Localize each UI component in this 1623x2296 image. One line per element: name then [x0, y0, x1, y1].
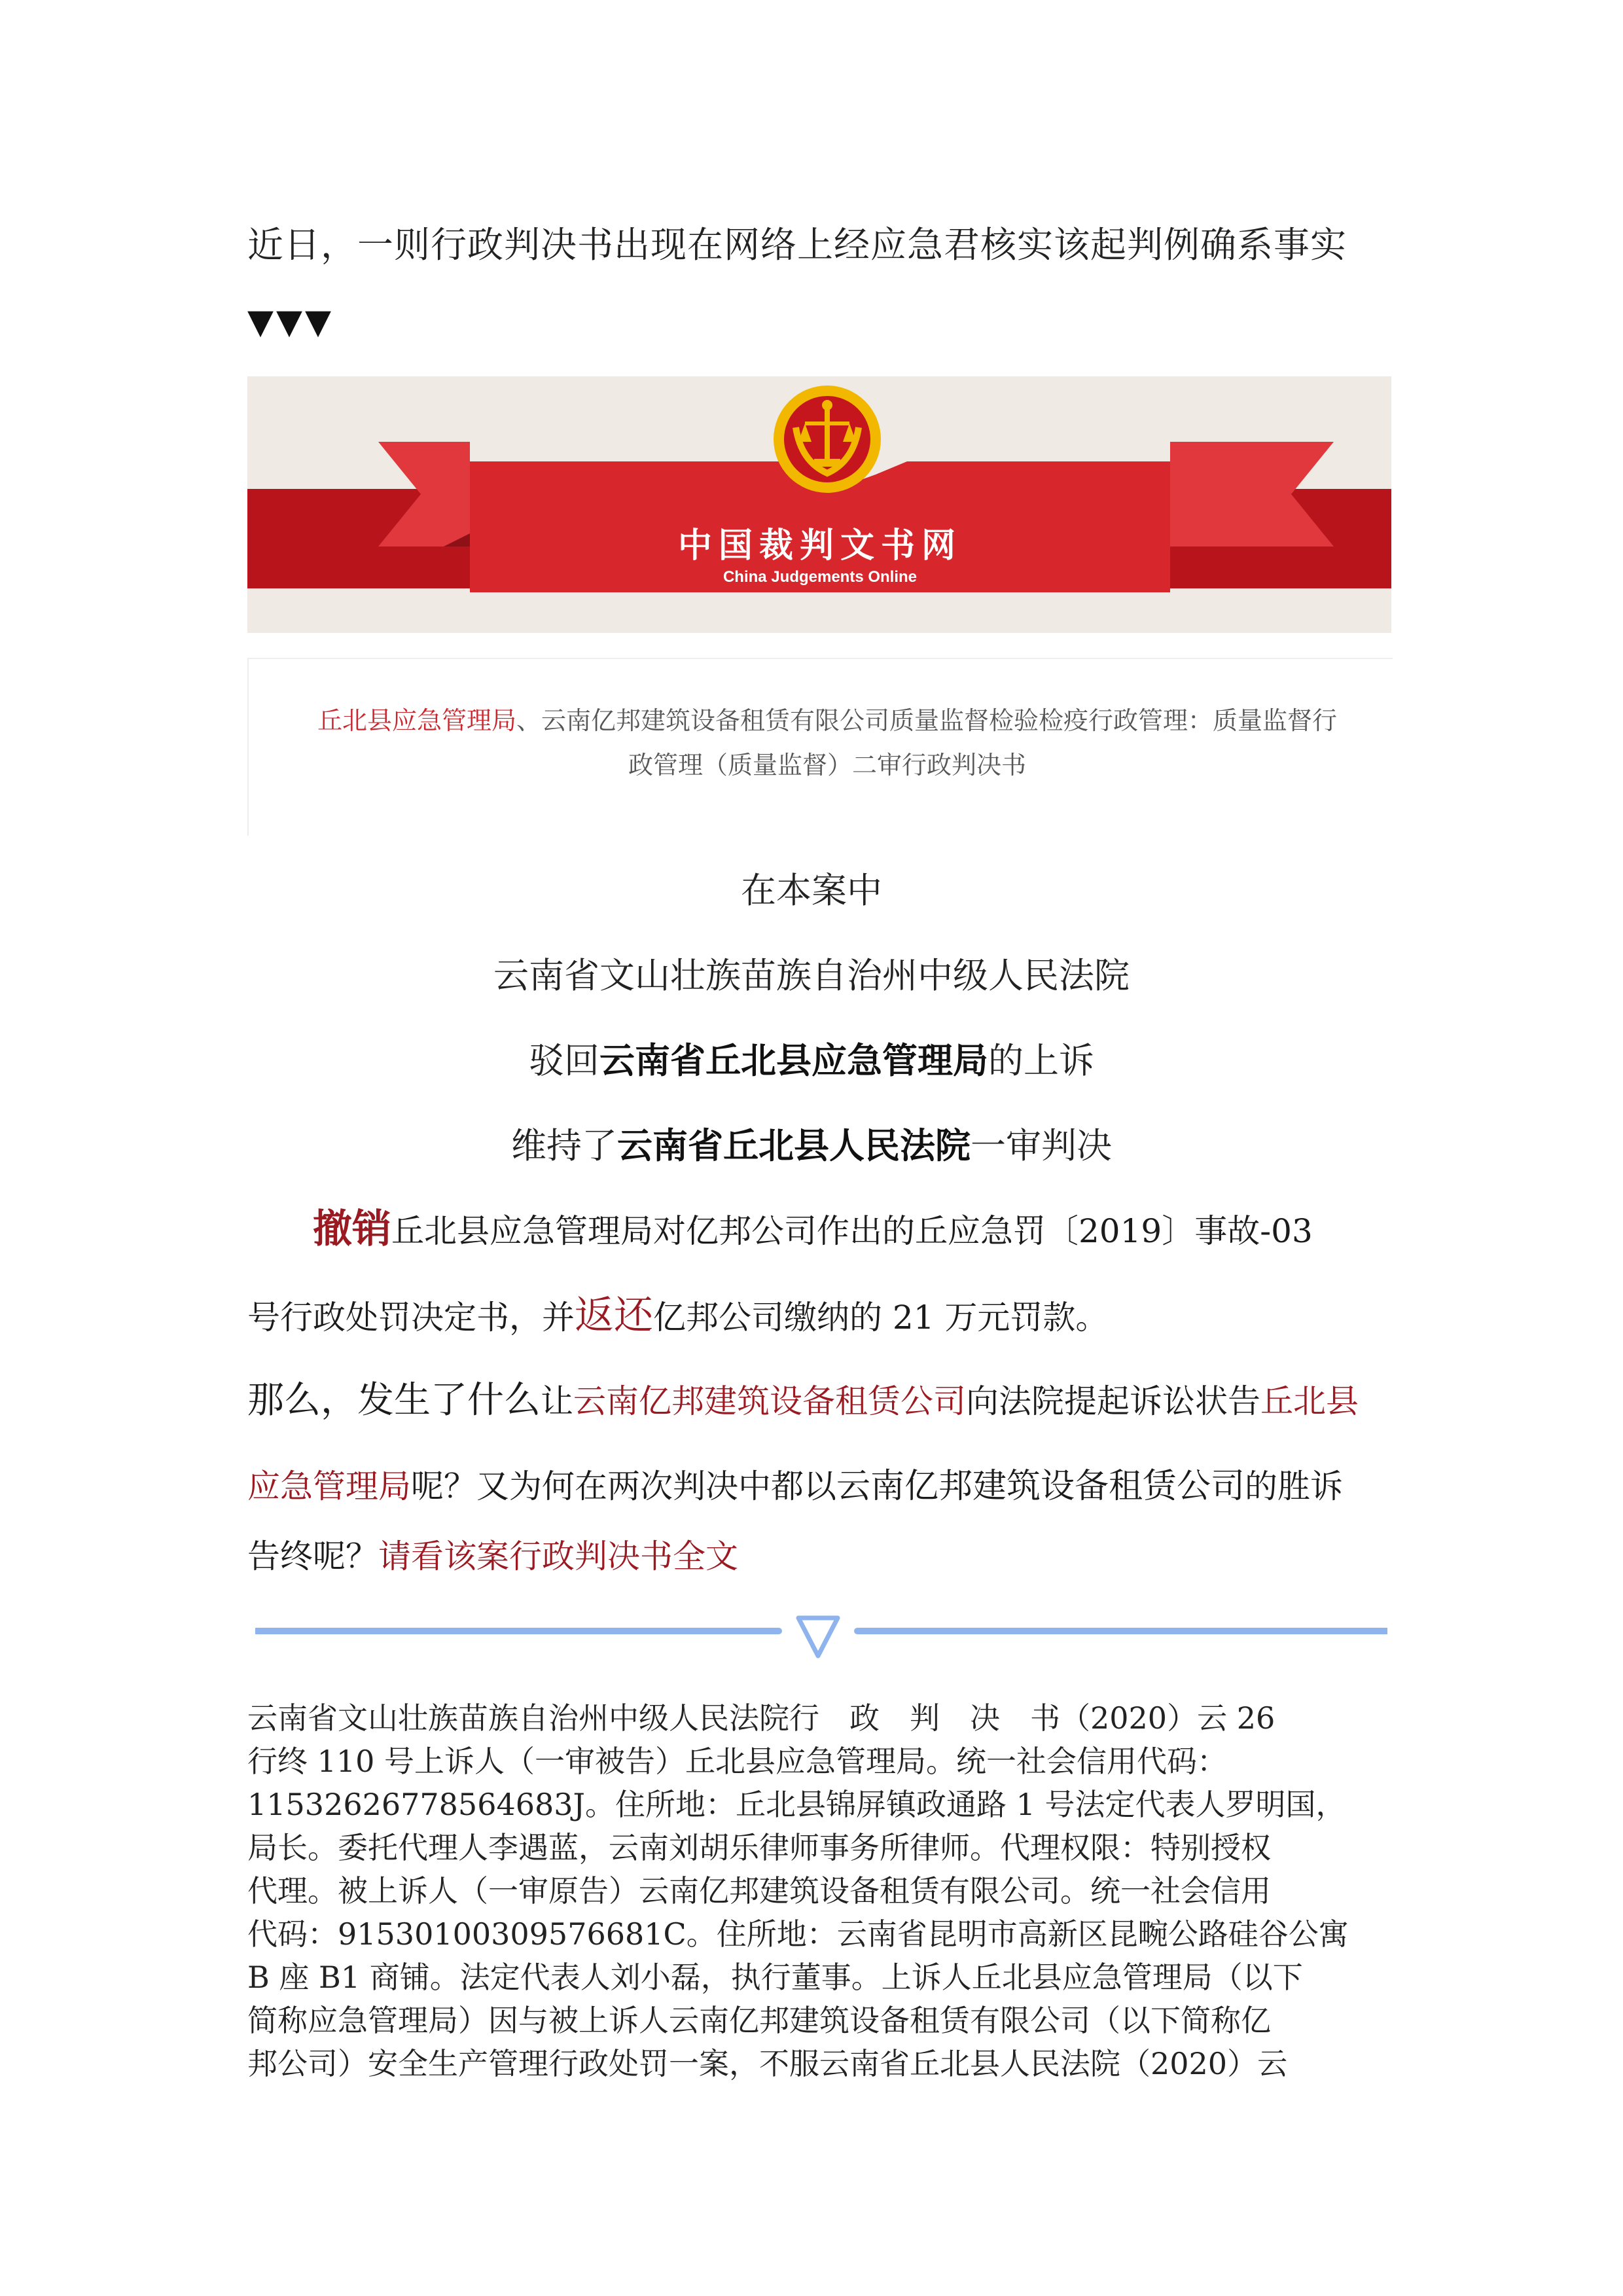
summary-line-4-post: 一审判决	[971, 1125, 1112, 1166]
company-name-2: 云南亿邦建筑设备租赁公司	[836, 1467, 1245, 1506]
summary-line-3	[0, 1033, 1623, 1083]
paragraph2-lead: 那么，发生了什么	[247, 1379, 541, 1422]
fulltext-line: 11532626778564683J。住所地：丘北县锦屏镇政通路 1 号法定代表人罗明国，	[247, 1787, 1346, 1822]
keyword-revoke: 撤销	[313, 1206, 391, 1252]
court-emblem-icon	[774, 386, 881, 493]
fulltext-line: 行终 110 号上诉人（一审被告）丘北县应急管理局。统一社会信用代码：	[247, 1744, 1228, 1779]
fulltext-line: 邦公司）安全生产管理行政处罚一案，不服云南省丘北县人民法院（2020）云	[247, 2046, 1288, 2081]
summary-line-4	[0, 1118, 1623, 1168]
court-banner	[247, 376, 1391, 633]
paragraph1-text2-post: 亿邦公司缴纳的 21 万元罚款。	[653, 1299, 1109, 1336]
fulltext-line: 云南省文山壮族苗族自治州中级人民法院行 政 判 决 书（2020）云 26	[247, 1700, 1275, 1736]
bureau-name: 应急管理局	[247, 1467, 411, 1505]
paragraph1-line1	[247, 1198, 1313, 1254]
paragraph2-s9: 告终呢？	[247, 1537, 378, 1575]
banner-subtitle: China Judgements Online	[722, 568, 918, 586]
divider-triangle-icon	[798, 1618, 838, 1656]
summary-line-3-bold: 云南省丘北县应急管理局	[599, 1040, 988, 1081]
summary-line-3-post: 的上诉	[988, 1040, 1094, 1081]
case-title-line2: 政管理（质量监督）二审行政判决书	[628, 751, 1026, 780]
paragraph1-text2-pre: 号行政处罚决定书，并	[247, 1299, 575, 1336]
fulltext-line: B 座 B1 商铺。法定代表人刘小磊，执行董事。上诉人丘北县应急管理局（以下	[247, 1960, 1303, 1995]
fulltext-line: 局长。委托代理人李遇蓝，云南刘胡乐律师事务所律师。代理权限：特别授权	[247, 1830, 1271, 1865]
intro-text: 近日，一则行政判决书出现在网络上经应急君核实该起判例确系事实	[247, 224, 1347, 266]
fulltext-line: 代理。被上诉人（一审原告）云南亿邦建筑设备租赁有限公司。统一社会信用	[247, 1873, 1271, 1909]
case-title[interactable]	[288, 698, 1366, 787]
case-party-link[interactable]: 丘北县应急管理局	[317, 706, 516, 735]
county-name: 丘北县	[1260, 1382, 1359, 1420]
paragraph2-s6: 呢？又为何在两次判决中都以	[411, 1467, 836, 1505]
banner-graphic	[247, 376, 1391, 633]
judgment-fulltext	[247, 1696, 1373, 2085]
case-title-line1: 、云南亿邦建筑设备租赁有限公司质量监督检验检疫行政管理：质量监督行	[516, 706, 1338, 735]
paragraph2-line2	[247, 1458, 1343, 1507]
read-full-text-link[interactable]: 请看该案行政判决书全文	[378, 1537, 738, 1575]
summary-line-4-pre: 维持了	[511, 1125, 617, 1166]
summary-line-1: 在本案中	[741, 870, 882, 911]
section-divider	[255, 1605, 1387, 1670]
paragraph2-s1: 让	[541, 1382, 573, 1420]
down-arrows-icon: ▼▼▼	[247, 302, 334, 342]
fulltext-line: 代码：91530100309576681C。住所地：云南省昆明市高新区昆畹公路硅谷公寓	[247, 1916, 1349, 1952]
case-card[interactable]	[247, 658, 1393, 836]
paragraph2-s8: 的胜诉	[1245, 1467, 1344, 1505]
summary-line-2: 云南省文山壮族苗族自治州中级人民法院	[493, 955, 1130, 996]
summary-line-3-pre: 驳回	[529, 1040, 599, 1081]
banner-title: 中国裁判文书网	[677, 526, 963, 565]
paragraph1-text1: 丘北县应急管理局对亿邦公司作出的丘应急罚〔2019〕事故-03	[391, 1212, 1313, 1250]
paragraph2-line1	[247, 1371, 1359, 1424]
paragraph2-s3: 向法院提起诉讼状告	[966, 1382, 1260, 1420]
keyword-return: 返还	[575, 1293, 653, 1338]
fulltext-line: 简称应急管理局）因与被上诉人云南亿邦建筑设备租赁有限公司（以下简称亿	[247, 2003, 1271, 2038]
summary-line-4-bold: 云南省丘北县人民法院	[617, 1125, 971, 1166]
paragraph1-line2	[247, 1284, 1108, 1340]
company-name-1: 云南亿邦建筑设备租赁公司	[573, 1382, 966, 1420]
paragraph2-line3	[247, 1530, 738, 1577]
